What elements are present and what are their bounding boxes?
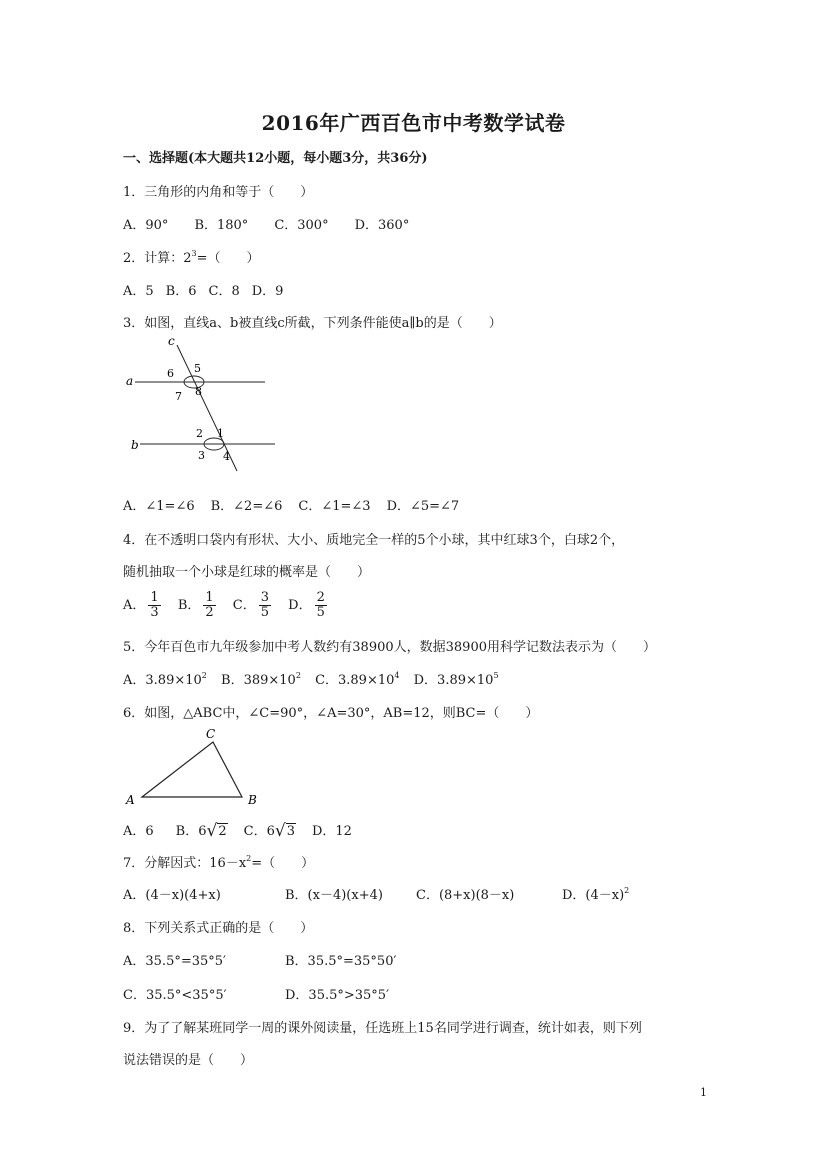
section-heading: 一、选择题(本大题共12小题，每小题3分，共36分) [123, 151, 428, 166]
angle-3: 3 [198, 449, 205, 462]
q7-option-c: C．(8+x)(8－x) [416, 888, 515, 903]
vertex-c-label: C [206, 727, 216, 741]
page-number: 1 [700, 1086, 707, 1099]
q8-option-d: D．35.5°>35°5′ [285, 988, 390, 1003]
q7-option-d: D．$(4-x)^2$ [562, 886, 630, 903]
question-5-stem: 5．今年百色市九年级参加中考人数约有38900人，数据38900用科学记数法表示为（ ） [123, 640, 656, 655]
question-4-options [123, 591, 330, 621]
angle-7: 7 [175, 390, 182, 403]
q3-option-a: A．∠1=∠6 [123, 499, 195, 514]
question-6-options [123, 822, 352, 839]
q2-option-c: C．8 [208, 284, 240, 299]
q1-option-a: A．90° [123, 218, 169, 233]
q7-option-b: B．(x－4)(x+4) [285, 888, 383, 903]
q5-option-a: A．$3.89\times 10^2$ [123, 671, 207, 688]
q1-option-c: C．300° [274, 218, 329, 233]
q7-option-a: A．(4－x)(4+x) [123, 888, 221, 903]
q6-option-d: D．12 [311, 824, 352, 839]
q4-option-b: B． $\frac{1}{2}$ [177, 590, 214, 621]
vertex-a-label: A [126, 793, 135, 807]
angle-1: 1 [217, 427, 224, 440]
question-5-options [123, 671, 499, 688]
parallel-lines-figure [120, 333, 290, 478]
page-title: 2016年广西百色市中考数学试卷 [261, 111, 566, 135]
vertex-b-label: B [248, 793, 257, 807]
q6-option-a: A．6 [123, 824, 154, 839]
angle-4: 4 [223, 450, 230, 463]
question-1-stem: 1．三角形的内角和等于（ ） [123, 185, 314, 200]
label-c: c [168, 334, 175, 348]
question-6-stem: 6．如图，△ABC中，∠C=90°，∠A=30°，AB=12，则BC=（ ） [123, 706, 539, 721]
question-4-stem-line2: 随机抽取一个小球是红球的概率是（ ） [123, 565, 371, 580]
q1-option-b: B．180° [194, 218, 249, 233]
q3-option-b: B．∠2=∠6 [210, 499, 283, 514]
question-8-stem: 8．下列关系式正确的是（ ） [123, 921, 314, 936]
question-1-options [123, 219, 433, 232]
q4-option-c: C． $\frac{3}{5}$ [232, 590, 270, 621]
q4-option-a: A． $\frac{1}{3}$ [123, 590, 159, 621]
q5-option-c: C．$3.89\times 10^4$ [315, 671, 400, 688]
q8-option-c: C．35.5°<35°5′ [123, 988, 227, 1003]
label-a: a [126, 374, 134, 388]
q5-option-b: B．$389\times 10^2$ [221, 671, 301, 688]
angle-6: 6 [167, 367, 174, 380]
label-b: b [131, 438, 139, 452]
triangle-figure [118, 722, 268, 810]
q4-option-d: D． $\frac{2}{5}$ [288, 590, 325, 621]
question-9-stem-line2: 说法错误的是（ ） [123, 1053, 254, 1068]
angle-2: 2 [196, 427, 203, 440]
angle-5: 5 [194, 362, 201, 375]
q5-option-d: D．$3.89\times 10^5$ [413, 671, 499, 688]
q8-option-a: A．35.5°=35°5′ [123, 954, 226, 969]
q2-option-d: D．9 [251, 284, 284, 299]
question-4-stem-line1: 4．在不透明口袋内有形状、大小、质地完全一样的5个小球，其中红球3个，白球2个， [123, 533, 625, 548]
triangle-abc [142, 742, 242, 797]
q8-option-b: B．35.5°=35°50′ [285, 954, 397, 969]
q6-option-b: B．6√2 [175, 821, 227, 841]
question-7-stem: 7．分解因式：$16-x^2=$（ ） [123, 854, 315, 871]
question-2-stem: 2．计算：$2^3=$（ ） [123, 249, 260, 266]
question-3-options [123, 500, 483, 513]
question-2-options [123, 285, 307, 298]
q6-option-c: C．6√3 [243, 821, 295, 841]
q3-option-c: C．∠1=∠3 [298, 499, 371, 514]
q3-option-d: D．∠5=∠7 [386, 499, 460, 514]
q2-option-a: A．5 [123, 284, 154, 299]
q1-option-d: D．360° [354, 218, 410, 233]
angle-8: 8 [195, 385, 202, 398]
question-3-stem: 3．如图，直线a、b被直线c所截，下列条件能使a∥b的是（ ） [123, 316, 502, 331]
q2-option-b: B．6 [165, 284, 197, 299]
question-9-stem-line1: 9．为了了解某班同学一周的课外阅读量，任选班上15名同学进行调查，统计如表，则下列 [123, 1021, 642, 1036]
